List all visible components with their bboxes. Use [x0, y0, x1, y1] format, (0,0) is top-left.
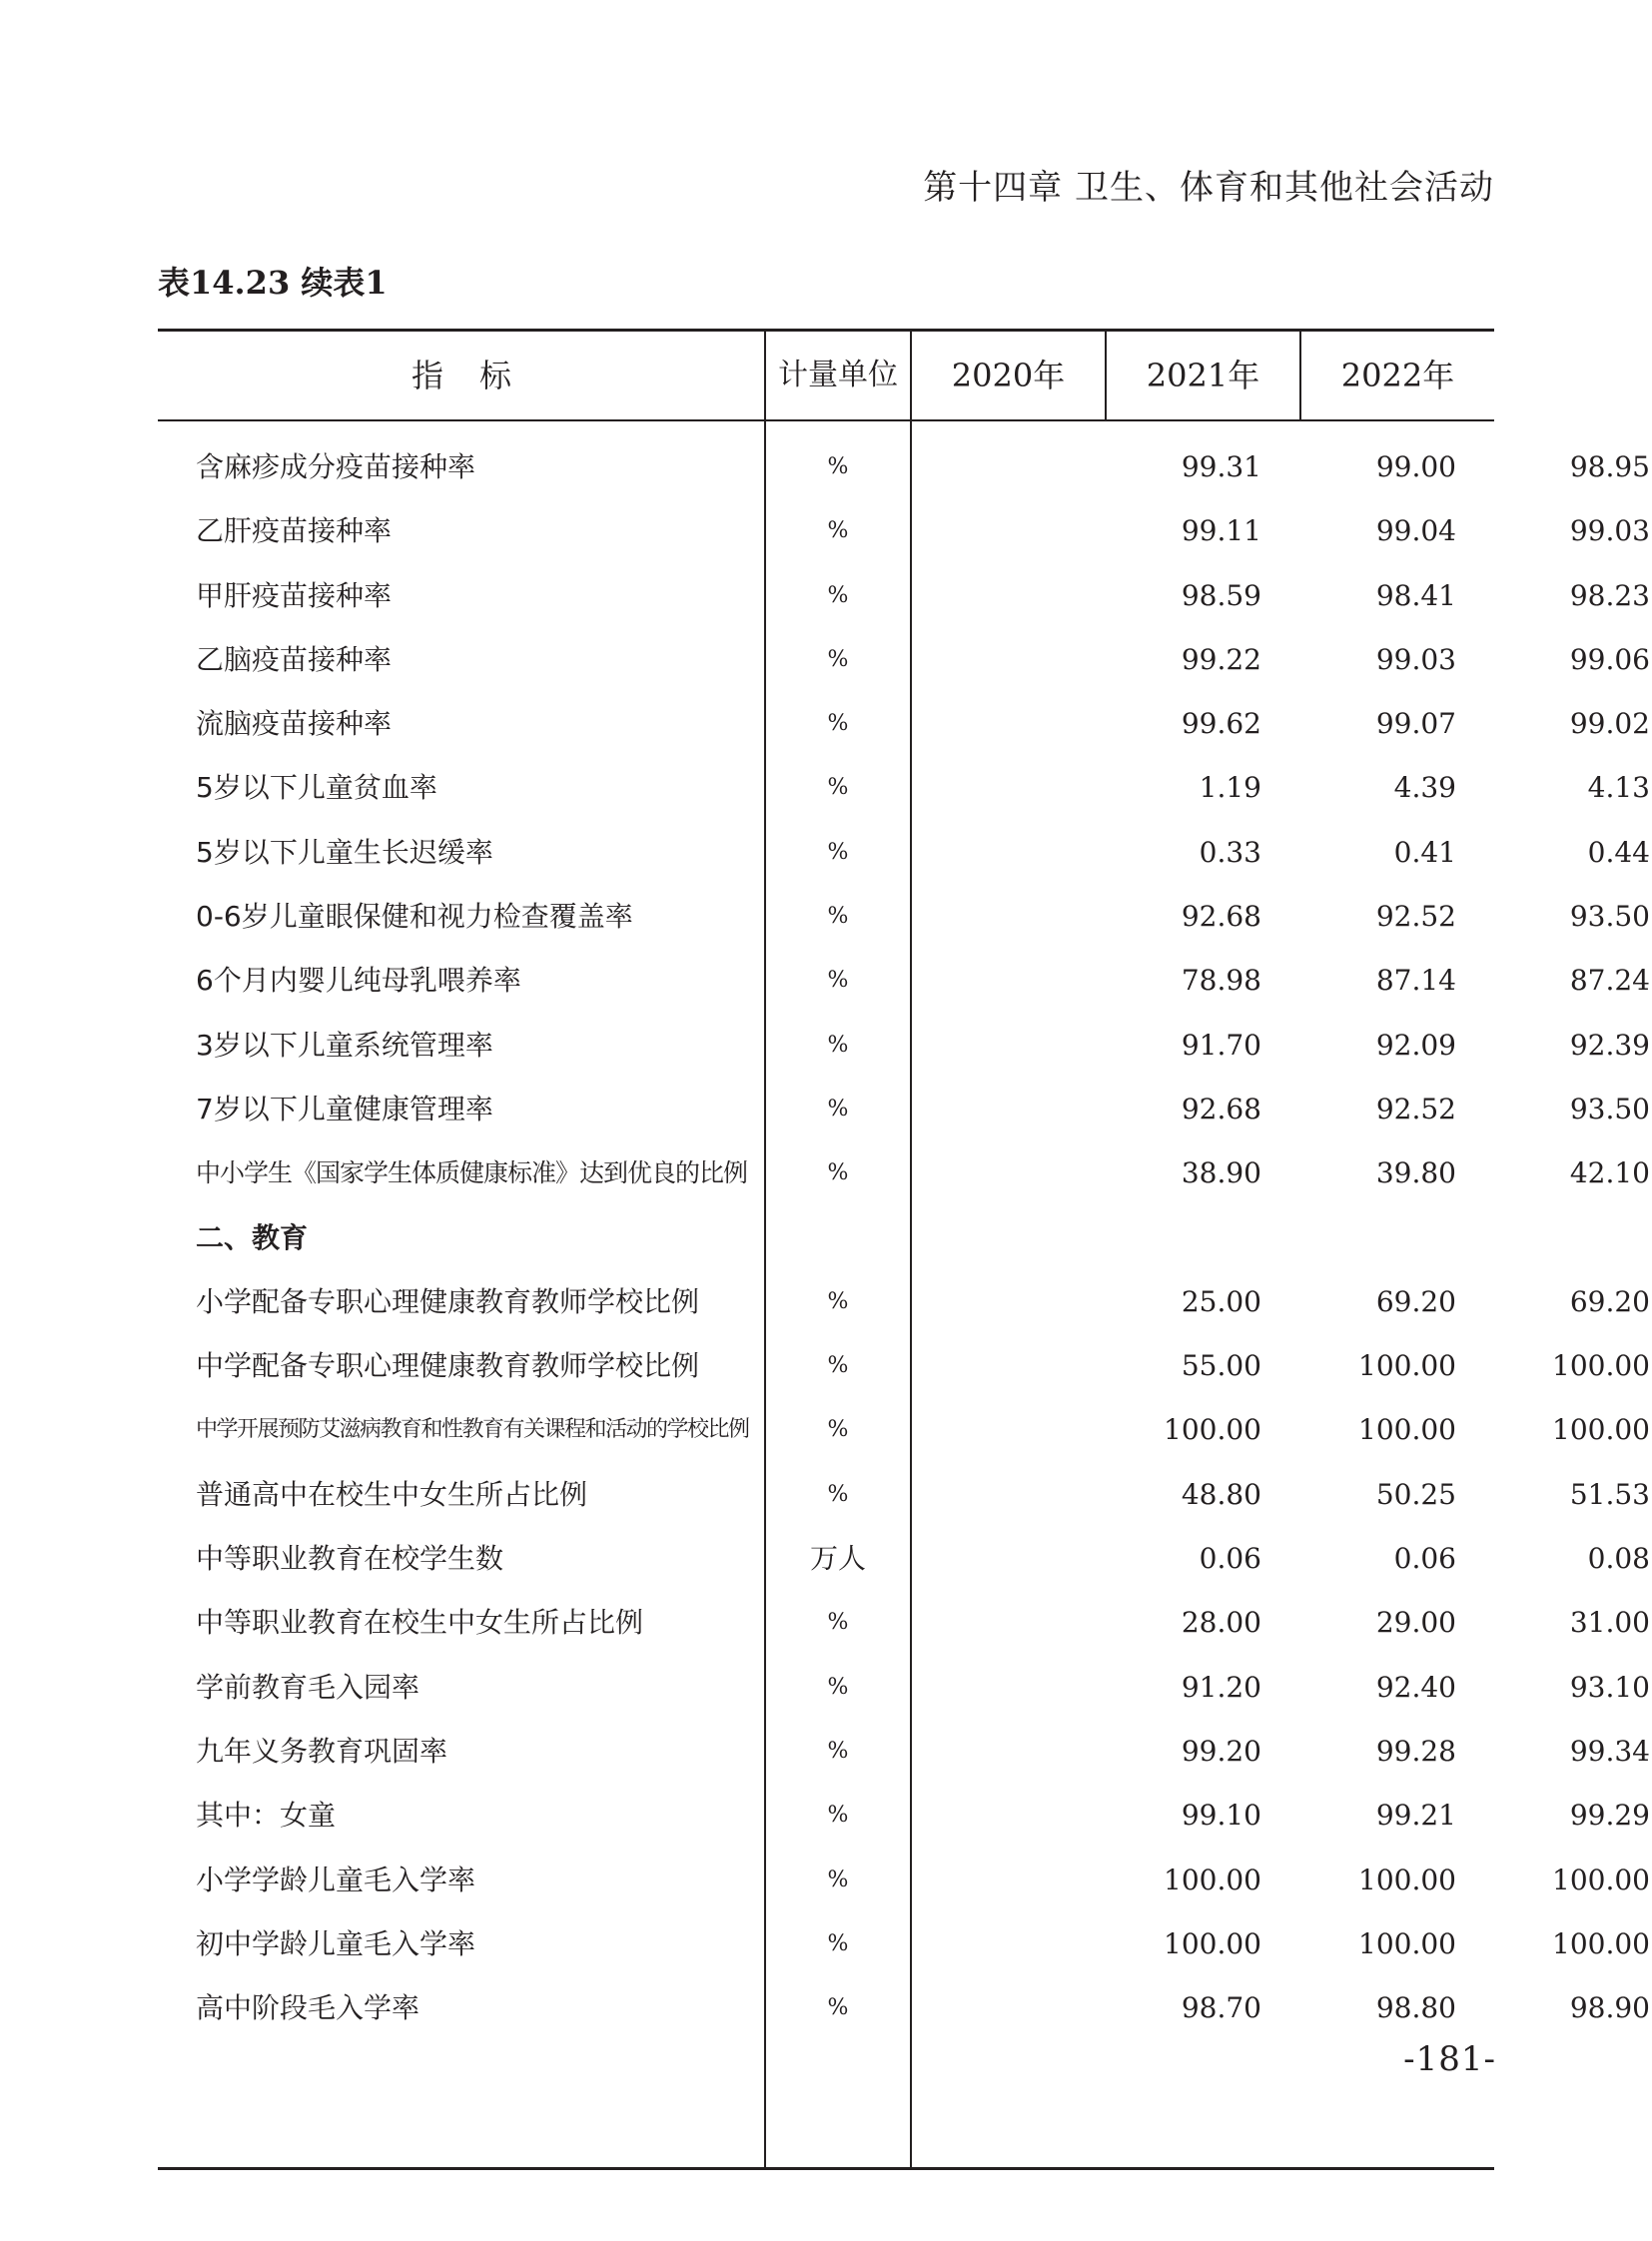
value-2022: 87.24 — [1569, 964, 1650, 998]
row-unit: % — [827, 1738, 849, 1764]
value-2022: 100.00 — [1552, 1926, 1650, 1960]
value-2022: 51.53 — [1569, 1477, 1650, 1511]
row-label: 小学配备专职心理健康教育教师学校比例 — [196, 1284, 700, 1318]
value-2020: 25.00 — [1181, 1284, 1261, 1318]
value-2020: 48.80 — [1181, 1477, 1261, 1511]
value-2020: 91.20 — [1181, 1670, 1261, 1704]
table-row — [158, 1141, 1650, 1205]
row-label: 高中阶段毛入学率 — [196, 1991, 420, 2025]
row-label: 小学学龄儿童毛入学率 — [196, 1863, 476, 1896]
value-2020: 99.31 — [1181, 450, 1261, 483]
row-unit: % — [827, 968, 849, 994]
row-unit: % — [827, 1288, 849, 1314]
row-unit — [765, 1206, 911, 1270]
row-unit: % — [827, 711, 849, 737]
value-2020: 0.33 — [1199, 835, 1261, 869]
value-2021: 100.00 — [1358, 1349, 1456, 1383]
value-2021: 0.06 — [1393, 1542, 1456, 1576]
value-2020: 98.59 — [1181, 578, 1261, 612]
row-unit: % — [827, 1353, 849, 1379]
row-unit: % — [827, 1930, 849, 1956]
value-2022: 0.44 — [1587, 835, 1650, 869]
row-label: 其中：女童 — [196, 1799, 337, 1833]
value-2020: 28.00 — [1181, 1606, 1261, 1640]
value-2022: 31.00 — [1569, 1606, 1650, 1640]
value-2020: 99.11 — [1181, 514, 1261, 548]
table-row — [158, 1912, 1650, 1976]
value-2022: 98.95 — [1569, 450, 1650, 483]
row-label: 3岁以下儿童系统管理率 — [196, 1028, 493, 1062]
value-2021: 99.00 — [1375, 450, 1456, 483]
value-2022: 99.29 — [1569, 1799, 1650, 1833]
row-label: 中学开展预防艾滋病教育和性教育有关课程和活动的学校比例 — [196, 1417, 749, 1443]
table-row — [158, 1398, 1650, 1462]
value-2021: 99.03 — [1375, 642, 1456, 676]
value-2021: 99.04 — [1375, 514, 1456, 548]
value-2021: 100.00 — [1358, 1926, 1456, 1960]
row-unit: % — [827, 1096, 849, 1121]
value-2020: 78.98 — [1181, 964, 1261, 998]
value-2021: 92.52 — [1375, 1092, 1456, 1125]
table-row — [158, 1849, 1650, 1912]
value-2022: 99.03 — [1569, 514, 1650, 548]
row-label: 普通高中在校生中女生所占比例 — [196, 1477, 588, 1511]
value-2020: 99.22 — [1181, 642, 1261, 676]
value-2020: 55.00 — [1181, 1349, 1261, 1383]
table-row — [158, 1591, 1650, 1655]
value-2020: 0.06 — [1199, 1542, 1261, 1576]
row-label: 乙肝疫苗接种率 — [196, 514, 393, 548]
value-2022: 4.13 — [1587, 771, 1650, 805]
table-rows — [158, 435, 1650, 2040]
value-2022: 93.50 — [1569, 1092, 1650, 1125]
value-2022: 93.10 — [1569, 1670, 1650, 1704]
value-2022: 69.20 — [1569, 1284, 1650, 1318]
chapter-heading: 第十四章 卫生、体育和其他社会活动 — [923, 168, 1494, 208]
value-2022: 42.10 — [1569, 1156, 1650, 1190]
data-table — [158, 329, 1650, 2170]
row-label: 初中学龄儿童毛入学率 — [196, 1926, 476, 1960]
value-2022: 92.39 — [1569, 1028, 1650, 1062]
value-2021: 92.40 — [1375, 1670, 1456, 1704]
row-unit: % — [827, 1417, 849, 1443]
value-2021: 92.09 — [1375, 1028, 1456, 1062]
value-2021: 4.39 — [1393, 771, 1456, 805]
table-row — [158, 1078, 1650, 1141]
table-row — [158, 1720, 1650, 1784]
page-number: -181- — [1403, 2039, 1496, 2079]
value-2021: 0.41 — [1393, 835, 1456, 869]
row-label: 5岁以下儿童贫血率 — [196, 771, 437, 805]
row-label: 含麻疹成分疫苗接种率 — [196, 450, 476, 483]
row-label: 中小学生《国家学生体质健康标准》达到优良的比例 — [196, 1158, 748, 1188]
value-2022: 0.08 — [1587, 1542, 1650, 1576]
value-2020: 100.00 — [1164, 1863, 1261, 1896]
row-unit: % — [827, 1032, 849, 1058]
value-2020: 91.70 — [1181, 1028, 1261, 1062]
table-row — [158, 1656, 1650, 1720]
row-unit: % — [827, 1160, 849, 1186]
value-2021: 100.00 — [1358, 1863, 1456, 1896]
table-row — [158, 1270, 1650, 1334]
value-2021: 29.00 — [1375, 1606, 1456, 1640]
value-2022: 98.23 — [1569, 578, 1650, 612]
row-unit: % — [827, 1803, 849, 1829]
value-2020: 100.00 — [1164, 1926, 1261, 1960]
table-row — [158, 1014, 1650, 1078]
table-row — [158, 821, 1650, 885]
table-row — [158, 435, 1650, 499]
row-unit: % — [827, 1674, 849, 1700]
header-year-2020: 2020年 — [951, 357, 1066, 394]
section-heading: 二、教育 — [196, 1220, 309, 1254]
value-2020: 99.20 — [1181, 1734, 1261, 1768]
row-label: 0-6岁儿童眼保健和视力检查覆盖率 — [196, 900, 633, 934]
value-2020: 98.70 — [1181, 1991, 1261, 2025]
table-title: 表14.23 续表1 — [158, 264, 388, 302]
table-row — [158, 949, 1650, 1013]
table-row — [158, 1976, 1650, 2040]
row-label: 流脑疫苗接种率 — [196, 707, 393, 741]
row-unit: % — [827, 646, 849, 672]
value-2021: 50.25 — [1375, 1477, 1456, 1511]
value-2021: 100.00 — [1358, 1413, 1456, 1447]
table-row — [158, 564, 1650, 628]
value-2022: 93.50 — [1569, 900, 1650, 934]
row-unit: % — [827, 1995, 849, 2021]
value-2020: 99.10 — [1181, 1799, 1261, 1833]
row-label: 中等职业教育在校学生数 — [196, 1542, 504, 1576]
row-label: 中等职业教育在校生中女生所占比例 — [196, 1606, 644, 1640]
value-2020: 92.68 — [1181, 1092, 1261, 1125]
row-label: 中学配备专职心理健康教育教师学校比例 — [196, 1349, 700, 1383]
row-label: 九年义务教育巩固率 — [196, 1734, 448, 1768]
table-row — [158, 628, 1650, 692]
value-2021: 98.80 — [1375, 1991, 1456, 2025]
header-year-2022: 2022年 — [1340, 357, 1455, 394]
row-label: 甲肝疫苗接种率 — [196, 578, 393, 612]
value-2021: 39.80 — [1375, 1156, 1456, 1190]
table-row — [158, 692, 1650, 756]
row-label: 6个月内婴儿纯母乳喂养率 — [196, 964, 521, 998]
table-row — [158, 1206, 1494, 1270]
row-unit: % — [827, 454, 849, 479]
header-year-2021: 2021年 — [1146, 357, 1260, 394]
row-unit: % — [827, 775, 849, 801]
value-2021: 99.07 — [1375, 707, 1456, 741]
value-2022 — [911, 1206, 1650, 1270]
value-2020: 1.19 — [1199, 771, 1261, 805]
row-unit: % — [827, 904, 849, 930]
row-label: 5岁以下儿童生长迟缓率 — [196, 835, 493, 869]
value-2022: 100.00 — [1552, 1863, 1650, 1896]
value-2022: 99.06 — [1569, 642, 1650, 676]
value-2021: 92.52 — [1375, 900, 1456, 934]
row-unit: % — [827, 518, 849, 544]
row-label: 乙脑疫苗接种率 — [196, 642, 393, 676]
value-2022: 100.00 — [1552, 1413, 1650, 1447]
table-row — [158, 499, 1650, 563]
table-row — [158, 885, 1650, 949]
row-label: 学前教育毛入园率 — [196, 1670, 420, 1704]
value-2021: 99.21 — [1375, 1799, 1456, 1833]
value-2020: 38.90 — [1181, 1156, 1261, 1190]
header-unit: 计量单位 — [778, 358, 898, 392]
table-header — [158, 332, 1494, 421]
row-unit: 万人 — [809, 1542, 866, 1576]
row-unit: % — [827, 1481, 849, 1507]
row-unit: % — [827, 582, 849, 608]
value-2022: 99.34 — [1569, 1734, 1650, 1768]
table-row — [158, 1463, 1650, 1527]
row-unit: % — [827, 1610, 849, 1636]
row-label: 7岁以下儿童健康管理率 — [196, 1092, 493, 1125]
value-2021: 98.41 — [1375, 578, 1456, 612]
value-2021: 99.28 — [1375, 1734, 1456, 1768]
value-2020: 92.68 — [1181, 900, 1261, 934]
header-indicator: 指标 — [411, 357, 547, 394]
value-2020: 100.00 — [1164, 1413, 1261, 1447]
table-row — [158, 1784, 1650, 1848]
row-unit: % — [827, 1867, 849, 1892]
value-2022: 98.90 — [1569, 1991, 1650, 2025]
value-2021: 69.20 — [1375, 1284, 1456, 1318]
table-row — [158, 1527, 1650, 1591]
value-2022: 99.02 — [1569, 707, 1650, 741]
value-2022: 100.00 — [1552, 1349, 1650, 1383]
row-unit: % — [827, 839, 849, 865]
table-row — [158, 1334, 1650, 1398]
value-2020: 99.62 — [1181, 707, 1261, 741]
table-body — [158, 421, 1650, 2170]
value-2021: 87.14 — [1375, 964, 1456, 998]
table-row — [158, 756, 1650, 820]
